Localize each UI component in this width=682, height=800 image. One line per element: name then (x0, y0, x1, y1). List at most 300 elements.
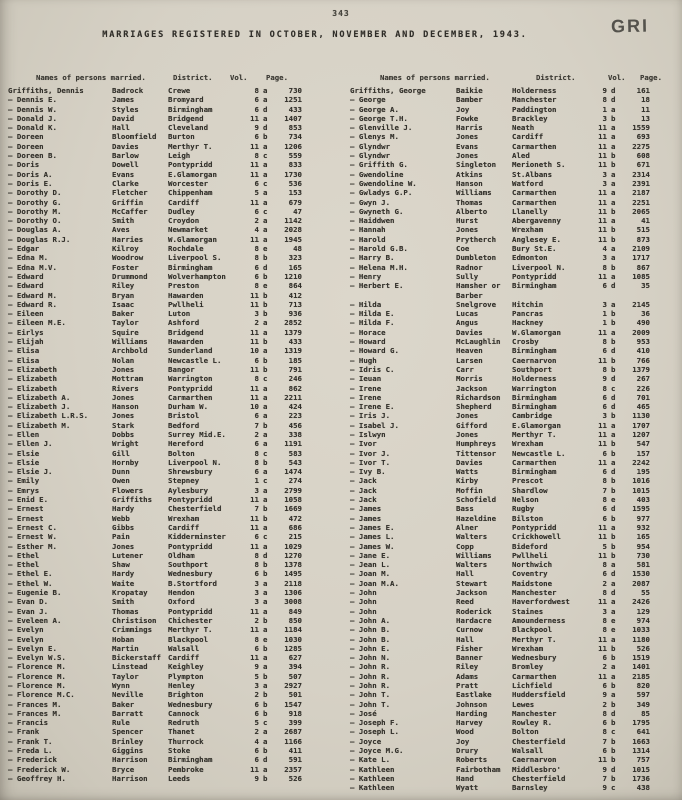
name-cell: — John B. (350, 634, 391, 644)
vol-letter-cell: a (263, 383, 268, 393)
vol-number-cell: 11 (598, 197, 607, 207)
name-cell: — Haiddwen (350, 216, 395, 226)
page-cell: 1058 (284, 495, 302, 505)
spouse-surname-cell: Webb (112, 513, 130, 523)
vol-number-cell: 11 (598, 271, 607, 281)
table-row (8, 411, 306, 420)
name-cell: Griffiths, George (350, 86, 426, 95)
spouse-surname-cell: Taylor (112, 671, 139, 681)
table-row (350, 700, 652, 709)
vol-number-cell: 4 (254, 225, 259, 235)
spouse-surname-cell: Joy (456, 736, 470, 746)
page-cell: 873 (636, 234, 650, 244)
spouse-surname-cell: Jones (112, 541, 135, 551)
vol-letter-cell: e (263, 244, 268, 254)
vol-letter-cell: d (263, 262, 268, 272)
name-cell: — Donald K. (8, 123, 57, 133)
name-cell: — John R. (350, 671, 391, 681)
district-cell: W.Glamorgan (168, 234, 217, 244)
name-cell: — Esther M. (8, 541, 57, 551)
page-cell: 1015 (632, 485, 650, 495)
spouse-surname-cell: Angus (456, 318, 479, 328)
district-cell: Pancras (512, 309, 544, 319)
vol-letter-cell: a (611, 606, 616, 616)
page-cell: 1407 (284, 113, 302, 123)
vol-number-cell: 1 (602, 309, 607, 319)
name-cell: — Glyndwr (350, 141, 391, 151)
spouse-surname-cell: Harvey (456, 718, 483, 728)
spouse-surname-cell: Bickerstaff (112, 653, 161, 663)
name-cell: — John (350, 588, 377, 598)
name-cell: — Emily (8, 476, 40, 486)
vol-number-cell: 2 (254, 727, 259, 737)
district-cell: Carmarthen (168, 392, 213, 402)
district-cell: Bromyard (168, 95, 204, 105)
name-cell: — Gwendoline W. (350, 178, 417, 188)
spouse-surname-cell: Woodrow (112, 253, 144, 263)
page-cell: 1085 (632, 271, 650, 281)
page-cell: 2314 (632, 169, 650, 179)
spouse-surname-cell: Larsen (456, 355, 483, 365)
vol-letter-cell: a (263, 327, 268, 337)
page-cell: 2687 (284, 727, 302, 737)
name-cell: — John B. (350, 625, 391, 635)
table-row (8, 774, 306, 783)
vol-letter-cell: a (611, 132, 616, 142)
vol-letter-cell: d (611, 588, 616, 598)
district-cell: Cambridge (512, 411, 553, 421)
vol-number-cell: 11 (598, 327, 607, 337)
vol-number-cell: 5 (254, 188, 259, 198)
spouse-surname-cell: Harrison (112, 755, 148, 765)
district-cell: Manchester (512, 588, 557, 598)
table-row (8, 318, 306, 327)
table-row (350, 272, 652, 281)
district-cell: Croydon (168, 216, 200, 226)
vol-letter-cell: d (611, 467, 616, 477)
vol-letter-cell: a (263, 197, 268, 207)
name-cell: — Elizabeth A. (8, 392, 71, 402)
page-cell: 1130 (632, 411, 650, 421)
name-cell: — Frank T. (8, 736, 53, 746)
spouse-surname-cell: Jones (112, 364, 135, 374)
table-row (350, 95, 652, 104)
page-cell: 2028 (284, 225, 302, 235)
vol-number-cell: 6 (254, 439, 259, 449)
spouse-surname-cell: Hazeldine (456, 513, 497, 523)
vol-number-cell: 8 (254, 151, 259, 161)
district-cell: Shrewsbury (168, 467, 213, 477)
page-cell: 472 (288, 513, 302, 523)
page-cell: 1379 (284, 327, 302, 337)
name-cell: — Emrys (8, 485, 40, 495)
vol-letter-cell: a (263, 95, 268, 105)
table-row (350, 384, 652, 393)
spouse-surname-cell: Roberts (456, 755, 488, 765)
page-cell: 41 (641, 216, 650, 226)
spouse-surname-cell: Sully (456, 271, 479, 281)
name-cell: — Francis (8, 718, 49, 728)
vol-number-cell: 6 (254, 206, 259, 216)
spouse-surname-cell: Bloomfield (112, 132, 157, 142)
district-cell: Pontypridd (168, 160, 213, 170)
spouse-surname-cell: Watts (456, 467, 479, 477)
table-row (8, 551, 306, 560)
vol-number-cell: 11 (250, 141, 259, 151)
spouse-surname-cell: Snelgrove (456, 299, 497, 309)
district-cell: Holderness (512, 374, 557, 384)
vol-letter-cell: c (263, 532, 268, 542)
spouse-surname-cell: Bamber (456, 95, 483, 105)
name-cell: — Elizabeth L.R.S. (8, 411, 89, 421)
spouse-surname-cell: Hanson (112, 402, 139, 412)
vol-number-cell: 6 (602, 681, 607, 690)
district-cell: Crickhowell (512, 532, 561, 542)
page-cell: 153 (288, 188, 302, 198)
name-cell: — Horace (350, 327, 386, 337)
page-cell: 641 (636, 727, 650, 737)
name-cell: — George (350, 95, 386, 105)
table-row (350, 783, 652, 792)
spouse-surname-cell: Griffin (112, 197, 144, 207)
page-cell: 1547 (284, 699, 302, 709)
page-cell: 850 (288, 615, 302, 625)
district-cell: Chesterfield (168, 504, 222, 514)
district-cell: Newcastle L. (512, 448, 566, 458)
name-cell: — John T. (350, 699, 391, 709)
district-cell: Bedford (168, 420, 200, 430)
district-cell: Henley (168, 681, 195, 690)
vol-number-cell: 3 (254, 578, 259, 588)
page-cell: 1319 (284, 346, 302, 356)
vol-letter-cell: b (263, 643, 268, 653)
vol-number-cell: 3 (602, 178, 607, 188)
page-cell: 2118 (284, 578, 302, 588)
name-cell: — Dorothy D. (8, 188, 62, 198)
spouse-surname-cell: Dobbs (112, 429, 135, 439)
spouse-surname-cell: Hall (456, 634, 474, 644)
vol-letter-cell: d (611, 764, 616, 774)
district-cell: Hackney (512, 318, 544, 328)
name-cell: — Dennis W. (8, 104, 57, 114)
page-cell: 501 (288, 690, 302, 700)
district-cell: Wolverhampton (168, 271, 226, 281)
vol-number-cell: 2 (254, 690, 259, 700)
vol-letter-cell: a (263, 578, 268, 588)
name-cell: — Griffith G. (350, 160, 408, 170)
name-cell: — Jane E. (350, 550, 391, 560)
vol-number-cell: 11 (250, 364, 259, 374)
spouse-surname-cell: Gill (112, 448, 130, 458)
vol-letter-cell: b (611, 643, 616, 653)
district-cell: Ashford (168, 318, 200, 328)
table-row (350, 309, 652, 318)
table-row (8, 272, 306, 281)
table-row (350, 142, 652, 151)
table-row (8, 755, 306, 764)
district-cell: Wednesbury (512, 653, 557, 663)
name-cell: — Ethel (8, 550, 40, 560)
table-row (350, 281, 652, 300)
name-cell: — Hilda (350, 299, 382, 309)
name-cell: — Douglas R.J. (8, 234, 71, 244)
name-cell: — Doreen B. (8, 151, 57, 161)
vol-number-cell: 8 (602, 560, 607, 570)
spouse-surname-cell: Bryce (112, 764, 135, 774)
district-cell: Leeds (168, 773, 191, 783)
page-cell: 1166 (284, 736, 302, 746)
table-row (350, 151, 652, 160)
table-row (350, 430, 652, 439)
spouse-surname-cell: Joy (456, 104, 470, 114)
spouse-surname-cell: Linstead (112, 662, 148, 672)
page-cell: 1015 (632, 764, 650, 774)
spouse-surname-cell: Jones (456, 411, 479, 421)
vol-number-cell: 8 (254, 281, 259, 291)
name-cell: — Donald J. (8, 113, 57, 123)
table-row (8, 727, 306, 736)
spouse-surname-cell: Smith (112, 597, 135, 607)
name-cell: — Idris C. (350, 364, 395, 374)
spouse-surname-cell: Smith (112, 216, 135, 226)
vol-number-cell: 11 (598, 457, 607, 467)
vol-letter-cell: b (611, 476, 616, 486)
page-cell: 2357 (284, 764, 302, 774)
spouse-surname-cell: Isaac (112, 299, 135, 309)
spouse-surname-cell: Riley (456, 662, 479, 672)
table-row (8, 421, 306, 430)
district-cell: Chichester (168, 615, 213, 625)
spouse-surname-cell: Evans (112, 169, 135, 179)
name-cell: — Helena M.H. (350, 262, 408, 272)
page-cell: 791 (288, 364, 302, 374)
page-cell: 627 (288, 653, 302, 663)
vol-letter-cell: b (263, 457, 268, 467)
page-cell: 701 (636, 392, 650, 402)
spouse-surname-cell: Davies (456, 327, 483, 337)
page-cell: 2251 (632, 197, 650, 207)
vol-letter-cell: b (611, 225, 616, 235)
district-cell: Walsall (512, 746, 544, 756)
page-cell: 1795 (632, 718, 650, 728)
name-cell: — Ivor (350, 439, 377, 449)
table-row (350, 132, 652, 141)
vol-letter-cell: a (611, 271, 616, 281)
district-cell: Merthyr T. (168, 141, 213, 151)
page-cell: 226 (636, 383, 650, 393)
spouse-surname-cell: Neville (112, 690, 144, 700)
header-page-right: Page. (640, 73, 662, 82)
table-row (8, 458, 306, 467)
table-row (350, 523, 652, 532)
table-row (8, 160, 306, 169)
vol-number-cell: 2 (602, 578, 607, 588)
vol-number-cell: 2 (602, 662, 607, 672)
table-row (350, 709, 652, 718)
name-cell: — Ivor T. (350, 457, 391, 467)
district-cell: Holderness (512, 86, 557, 95)
vol-number-cell: 6 (602, 281, 607, 291)
spouse-surname-cell: David (112, 113, 135, 123)
vol-number-cell: 8 (254, 634, 259, 644)
table-row (8, 616, 306, 625)
name-cell: — Ethel E. (8, 569, 53, 579)
district-cell: Amounderness (512, 615, 566, 625)
name-cell: — Enid E. (8, 495, 49, 505)
spouse-surname-cell: Bryan (112, 290, 135, 300)
page-cell: 1379 (632, 364, 650, 374)
table-row (350, 216, 652, 225)
vol-letter-cell: a (263, 439, 268, 449)
spouse-surname-cell: Jackson (456, 383, 488, 393)
district-cell: Chesterfield (512, 736, 566, 746)
table-row (350, 207, 652, 216)
district-cell: Bolton (168, 448, 195, 458)
table-row (350, 653, 652, 662)
spouse-surname-cell: Squire (112, 327, 139, 337)
vol-number-cell: 6 (254, 355, 259, 365)
district-cell: Hendon (168, 588, 195, 598)
page-cell: 403 (636, 495, 650, 505)
spouse-surname-cell: Williams (456, 550, 492, 560)
vol-letter-cell: e (263, 281, 268, 291)
table-row (350, 170, 652, 179)
name-cell: — Elizabeth (8, 383, 57, 393)
vol-letter-cell: d (611, 504, 616, 514)
district-cell: Chippenham (168, 188, 213, 198)
table-row (8, 188, 306, 197)
table-row (350, 411, 652, 420)
vol-number-cell: 7 (254, 420, 259, 430)
vol-letter-cell: b (611, 262, 616, 272)
vol-letter-cell: a (263, 625, 268, 635)
table-row (8, 291, 306, 300)
vol-letter-cell: a (263, 216, 268, 226)
page-cell: 2275 (632, 141, 650, 151)
name-cell: — Frank (8, 727, 40, 737)
spouse-surname-cell: Jones (456, 225, 479, 235)
table-row (350, 253, 652, 262)
name-cell: — Eugenie B. (8, 588, 62, 598)
district-cell: Aylesbury (168, 485, 209, 495)
vol-number-cell: 11 (250, 764, 259, 774)
district-cell: Hereford (168, 439, 204, 449)
spouse-surname-cell: McLaughlin (456, 337, 501, 347)
spouse-surname-cell: Davies (112, 141, 139, 151)
name-cell: — James E. (350, 522, 395, 532)
table-row (350, 737, 652, 746)
name-cell: — Doris (8, 160, 40, 170)
spouse-surname-cell: Hardy (112, 569, 135, 579)
district-cell: Watford (512, 178, 544, 188)
name-cell: — Harold G.B. (350, 244, 408, 254)
vol-number-cell: 6 (602, 392, 607, 402)
vol-letter-cell: d (263, 550, 268, 560)
name-cell: — Evelyn W.S. (8, 653, 66, 663)
page-cell: 1730 (284, 169, 302, 179)
name-cell: — James W. (350, 541, 395, 551)
page-cell: 48 (293, 244, 302, 254)
name-cell: — Gwyn J. (350, 197, 391, 207)
vol-number-cell: 9 (254, 773, 259, 783)
vol-letter-cell: b (263, 671, 268, 681)
vol-number-cell: 11 (598, 141, 607, 151)
name-cell: — Ethel (8, 560, 40, 570)
district-cell: Pwllheli (512, 550, 548, 560)
page-cell: 547 (636, 439, 650, 449)
spouse-surname-cell: Thomas (112, 606, 139, 616)
table-row (350, 607, 652, 616)
name-cell: — Elsie J. (8, 467, 53, 477)
page-cell: 1669 (284, 504, 302, 514)
name-cell: — Geoffrey H. (8, 773, 66, 783)
spouse-surname-cell: Kirby (456, 476, 479, 486)
table-row (8, 504, 306, 513)
name-cell: — Jack (350, 485, 377, 495)
district-cell: Stepney (168, 476, 200, 486)
page-cell: 2391 (632, 178, 650, 188)
name-cell: — Islwyn (350, 429, 386, 439)
vol-letter-cell: a (611, 662, 616, 672)
name-cell: — John R. (350, 662, 391, 672)
name-cell: — Ernest W. (8, 532, 57, 542)
spouse-surname-cell: Waite (112, 578, 135, 588)
page-cell: 161 (636, 86, 650, 95)
table-row (350, 662, 652, 671)
table-row (8, 635, 306, 644)
district-cell: Bristol (168, 411, 200, 421)
table-row (8, 132, 306, 141)
name-cell: — Gwladys G.P. (350, 188, 413, 198)
page-cell: 47 (293, 206, 302, 216)
vol-number-cell: 11 (598, 671, 607, 681)
vol-number-cell: 3 (602, 299, 607, 309)
district-cell: Liverpool S. (168, 253, 222, 263)
spouse-surname-cell: Williams (456, 188, 492, 198)
page-cell: 1736 (632, 773, 650, 783)
district-cell: Carmarthen (512, 457, 557, 467)
page-cell: 1206 (284, 141, 302, 151)
vol-letter-cell: a (263, 606, 268, 616)
spouse-surname-cell: Wyatt (456, 783, 479, 793)
page-cell: 559 (288, 151, 302, 161)
vol-number-cell: 11 (250, 653, 259, 663)
vol-letter-cell: b (263, 337, 268, 347)
table-row (350, 225, 652, 234)
page-cell: 2211 (284, 392, 302, 402)
page-cell: 936 (288, 309, 302, 319)
district-cell: Birmingham (168, 262, 213, 272)
name-cell: — Eileen M.E. (8, 318, 66, 328)
table-row (8, 737, 306, 746)
vol-number-cell: 6 (254, 532, 259, 542)
page-cell: 2426 (632, 597, 650, 607)
page-cell: 157 (636, 448, 650, 458)
vol-letter-cell: b (611, 755, 616, 765)
vol-number-cell: 6 (254, 411, 259, 421)
page-cell: 490 (636, 318, 650, 328)
vol-letter-cell: a (611, 188, 616, 198)
table-row (350, 449, 652, 458)
page-cell: 515 (636, 225, 650, 235)
spouse-surname-cell: Curnow (456, 625, 483, 635)
table-row (8, 365, 306, 374)
table-row (8, 607, 306, 616)
district-cell: Plympton (168, 671, 204, 681)
spouse-surname-cell: Prytherch (456, 234, 497, 244)
spouse-surname-cell: Hoban (112, 634, 135, 644)
table-row (350, 263, 652, 272)
